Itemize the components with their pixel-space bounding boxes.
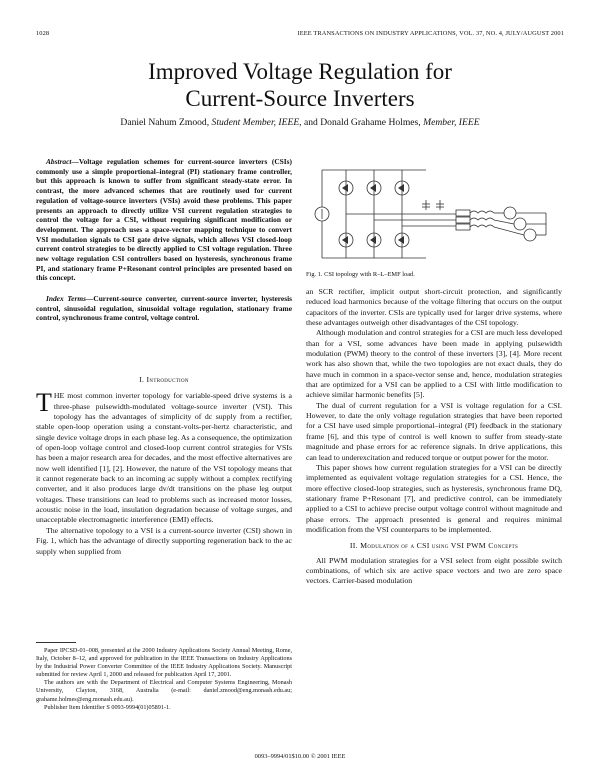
index-terms-text: Current-source converter, current-source inverter, hysteresis control, sinusoidal regulation, sinusoidal voltage regulation, stationary frame control, synchronous frame control, voltage control. [36,294,292,323]
intro-paragraph-2: The alternative topology to a VSI is a current-source inverter (CSI) shown in Fig. 1, which has the advantage of directly supporting regeneration back to the ac supply when supplied from [36,525,292,556]
right-paragraph-1: an SCR rectifier, implicit output short-circuit protection, and significantly reduced load harmonics because of the voltage filtering that occurs on the output capacitors of the inverter. CSIs are typically used for larger drive systems, where these advantages outweigh other disadvantages of the CSI topology. [306,287,562,328]
abstract-text: Voltage regulation schemes for current-source inverters (CSIs) commonly use a simple proportional–integral (PI) stationary frame controller, but this approach is known to suffer from significant steady-state error. In contrast, the more advanced schemes that are routinely used for current regulation of voltage-source inverters (VSIs) avoid these problems. This paper presents an approach to directly utilize VSI current regulation strategies to control the voltage for a CSI, without requiring significant modification or development. The approach uses a space-vector mapping technique to convert VSI modulation signals to CSI gate drive signals, which allows VSI closed-loop current control strategies to be directly applied to CSI voltage regulation. Three new voltage regulation CSI controllers based on hysteresis, synchronous frame PI, and stationary frame P+Resonant control principles are presented based on this concept. [36,157,292,283]
output-capacitor-icons [346,200,456,226]
section-heading-introduction: I. Introduction [139,375,189,384]
right-paragraph-3: The dual of current regulation for a VSI is voltage regulation for a CSI. However, to date the only voltage regulation strategies that have been reported for a CSI have used simple proportional–integral (PI) feedback in the stationary frame [6], and this type of control is well known to suffer from steady-state magnitude and phase errors for ac reference signals. In drive applications, this can lead to underexcitation and reduced torque or output power for the motor. [306,400,562,462]
author-line [0,117,600,128]
page-number: 1028 [36,30,50,37]
author-1: Daniel Nahum Zmood, [120,117,210,128]
abstract-lead: Abstract— [46,157,79,166]
right-paragraph-5: All PWM modulation strategies for a VSI select from eight possible switch combinations, of which six are active space vectors and two are zero space vectors. Carrier-based modulation [306,555,562,586]
footnote-paragraph-3: Publisher Item Identifier S 0093-9994(01)05891-1. [44,703,171,711]
footnote-rule [36,642,76,643]
right-column-text [306,287,562,587]
section-heading-2: II. Modulation of a CSI using VSI PWM Concepts [349,541,519,551]
copyright-line: 0093–9994/01$10.00 © 2001 IEEE [254,753,346,760]
dc-current-source-icon [315,170,329,258]
paper-title [0,58,600,112]
figure-caption: Fig. 1. CSI topology with R–L–EMF load. [306,271,415,278]
author-1-role: Student Member, IEEE, [211,117,302,128]
rl-emf-load-icons [456,207,546,241]
right-paragraph-2: Although modulation and control strategies for a CSI are much less developed than for a VSI, some advances have been made in applying pulsewidth modulation (PWM) theory to the control of these inverters [3], [4]. More recent work has also shown that, while the two topologies are not exact duals, they do have much in common in a space-vector sense and, hence, modulation strategies that are optimized for a VSI can be applied to a CSI with little modification to achieve similar harmonic benefits [5]. [306,328,562,400]
abstract [36,157,292,283]
right-paragraph-4: This paper shows how current regulation strategies for a VSI can be directly implemented as equivalent voltage regulation strategies for a CSI. Hence, the more effective closed-loop strategies, such as hysteresis, synchronous frame DQ, stationary frame P+Resonant [7], and predictive control, can be immediately applied to a CSI to achieve precise output voltage control without magnitude and phase errors. The approach presented is general and requires minimal modification from the VSI counterparts to be implemented. [306,462,562,534]
running-header [36,30,564,40]
footnote-paragraph-1: Paper IPCSD-01–008, presented at the 2000 Industry Applications Society Annual Meeting, Rome, Italy, October 8–12, and approved for publication in the IEEE Transactions on Industry Applications by the Industrial Power Converter Committee of the IEEE Industry Applications Society. Manuscript submitted for review April 1, 2000 and released for publication April 17, 2001. [36,647,292,679]
footnote-paragraph-2: The authors are with the Department of Electrical and Computer Systems Engineering, Monash University, Clayton, 3168, Australia (e-mail: daniel.zmood@eng.monash.edu.au; grahame.holmes@eng.monash.edu.au). [36,679,292,703]
intro-paragraph-1: THE most common inverter topology for variable-speed drive systems is a three-phase pulsewidth-modulated voltage-source inverter (VSI). This topology has the advantages of simplicity of dc supply from a rectifier, stable open-loop operation using a constant-volts-per-hertz characteristic, and single device voltage drops in each phase leg. As a consequence, the optimization of open-loop voltage control and closed-loop current control strategies for VSIs has been a major research area for decades, and the most effective alternatives are now well identified [1], [2]. However, the nature of the VSI topology means that it cannot regenerate back to an incoming ac supply without a complex rectifying converter, and it also produces large dv/dt transitions on the phase leg output voltages. These transitions can lead to problems such as increased motor losses, acoustic noise in the load, insulation degradation because of voltage surges, and unacceptable electromagnetic interference (EMI) effects. [36,388,292,525]
footnote [36,647,292,712]
title-line-1: Improved Voltage Regulation for [148,59,452,84]
author-2-role: Member, IEEE [423,117,480,128]
index-terms [36,294,292,323]
journal-header: IEEE TRANSACTIONS ON INDUSTRY APPLICATIONS, VOL. 37, NO. 4, JULY/AUGUST 2001 [297,30,564,37]
author-2: and Donald Grahame Holmes, [304,117,421,128]
title-line-2: Current-Source Inverters [185,86,415,111]
figure-1-circuit [306,160,562,268]
index-terms-lead: Index Terms— [46,294,94,303]
drop-cap: T [36,388,52,418]
introduction-section [36,375,292,557]
